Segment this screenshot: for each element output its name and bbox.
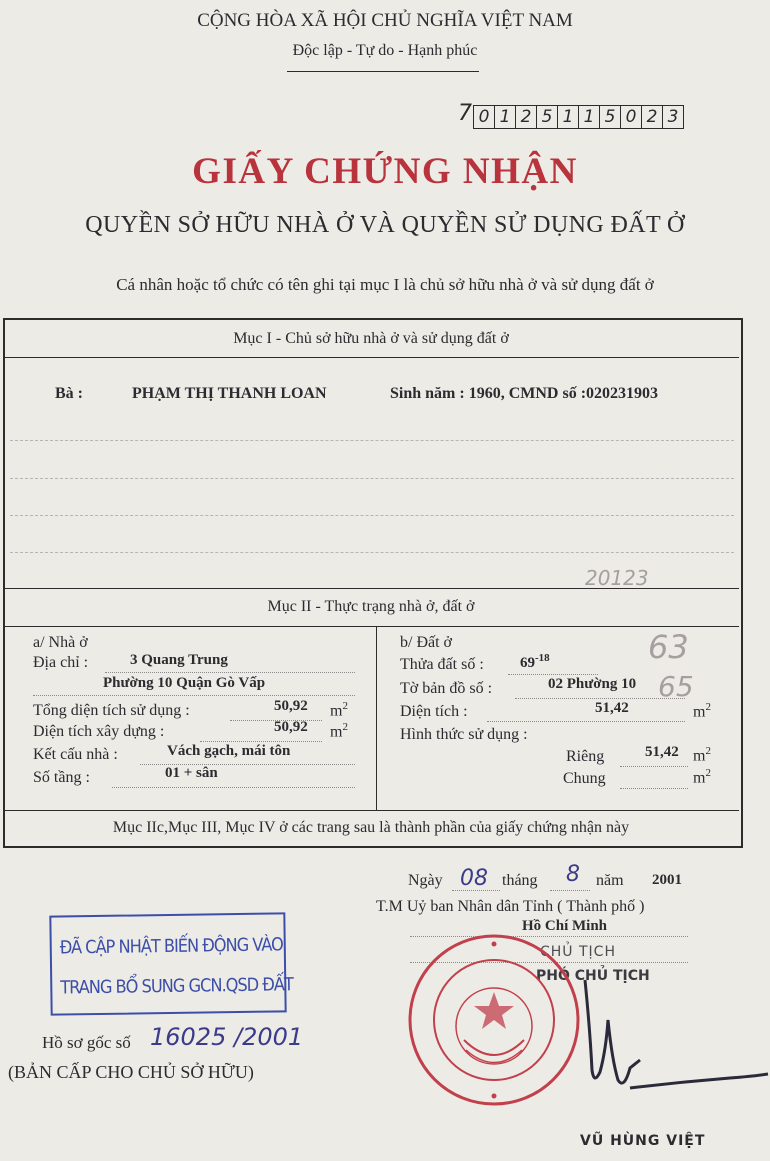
- land-area-unit: $m^2$: [693, 701, 711, 721]
- private-label: Riêng: [566, 748, 605, 765]
- floors-value: 01 + sân: [165, 765, 218, 781]
- section2-divider: [5, 626, 739, 627]
- structure-value: Vách gạch, mái tôn: [167, 743, 291, 759]
- serial-digit: 0: [474, 106, 495, 128]
- parcel-superscript: -18: [535, 652, 550, 664]
- private-area-value: 51,42: [645, 744, 679, 760]
- document-title: GIẤY CHỨNG NHẬN: [192, 151, 578, 192]
- owner-info: Sinh năm : 1960, CMND số :020231903: [390, 385, 659, 402]
- address-line2: Phường 10 Quận Gò Vấp: [103, 675, 266, 691]
- dotted-leader: [112, 787, 355, 788]
- update-stamp: [49, 912, 293, 1015]
- section2-top-divider: [5, 588, 739, 589]
- map-value: 02 Phường 10: [548, 676, 637, 692]
- dotted-leader: [620, 788, 688, 789]
- dotted-leader: [620, 766, 688, 767]
- address-label: Địa chỉ :: [33, 654, 89, 671]
- usage-label: Hình thức sử dụng :: [400, 726, 528, 743]
- map-pencil-note: 65: [658, 670, 694, 703]
- role-chairman: CHỦ TỊCH: [540, 944, 616, 960]
- unit-m: m: [330, 723, 343, 741]
- serial-digit: 1: [495, 106, 516, 128]
- serial-digit: 5: [537, 106, 558, 128]
- parcel-number: 69: [520, 655, 535, 671]
- built-area-value: 50,92: [274, 719, 308, 735]
- total-area-value: 50,92: [274, 698, 308, 714]
- floors-label: Số tầng :: [33, 769, 90, 786]
- section1-heading: Mục I - Chủ sở hữu nhà ở và sử dụng đất ở: [233, 330, 509, 347]
- unit-m: m: [693, 747, 706, 765]
- role-vice-chairman: PHÓ CHỦ TỊCH: [536, 968, 650, 984]
- built-area-label: Diện tích xây dựng :: [33, 723, 165, 740]
- owner-name: PHẠM THỊ THANH LOAN: [132, 385, 327, 402]
- archive-label: Hồ sơ gốc số: [42, 1033, 131, 1052]
- update-stamp-line1: ĐÃ CẬP NHẬT BIẾN ĐỘNG VÀO: [59, 934, 283, 959]
- parcel-label: Thửa đất số :: [400, 656, 484, 673]
- country-name: CỘNG HÒA XÃ HỘI CHỦ NGHĨA VIỆT NAM: [197, 10, 573, 31]
- serial-digit: 2: [516, 106, 537, 128]
- blank-line: [10, 552, 734, 553]
- pencil-note: 20123: [585, 566, 649, 590]
- blank-line: [10, 478, 734, 479]
- document-subtitle: QUYỀN SỞ HỮU NHÀ Ở VÀ QUYỀN SỬ DỤNG ĐẤT Ở: [85, 212, 685, 238]
- date-day-label: Ngày: [408, 872, 443, 889]
- parcel-pencil-note: 63: [648, 628, 689, 666]
- serial-number: [473, 105, 684, 129]
- house-label: a/ Nhà ở: [33, 634, 88, 651]
- land-area-value: 51,42: [595, 700, 629, 716]
- dotted-leader: [105, 672, 355, 673]
- authority: T.M Uỷ ban Nhân dân Tỉnh ( Thành phố ): [376, 898, 645, 915]
- unit-m: m: [330, 702, 343, 720]
- serial-digit: 0: [621, 106, 642, 128]
- date-year-label: năm: [596, 872, 624, 889]
- handwritten-signature: [530, 960, 770, 1110]
- structure-label: Kết cấu nhà :: [33, 746, 118, 763]
- authority-city: Hồ Chí Minh: [522, 918, 608, 934]
- serial-digit: 3: [667, 107, 679, 127]
- date-day: 08: [460, 866, 488, 891]
- update-stamp-line2: TRANG BỔ SUNG GCN.QSD ĐẤT: [60, 974, 293, 999]
- built-area-unit: $m^2$: [330, 721, 348, 741]
- total-area-label: Tổng diện tích sử dụng :: [33, 702, 190, 719]
- land-area-label: Diện tích :: [400, 703, 468, 720]
- dotted-leader: [200, 741, 322, 742]
- serial-digit: 5: [600, 106, 621, 128]
- copy-note: (BẢN CẤP CHO CHỦ SỞ HỮU): [8, 1062, 254, 1082]
- address-line1: 3 Quang Trung: [130, 652, 228, 668]
- land-label: b/ Đất ở: [400, 634, 453, 651]
- unit-m: m: [693, 703, 706, 721]
- unit-m: m: [693, 769, 706, 787]
- signer-name: VŨ HÙNG VIỆT: [580, 1133, 706, 1149]
- date-month-label: tháng: [502, 872, 538, 889]
- intro-text: Cá nhân hoặc tổ chức có tên ghi tại mục I là chủ sở hữu nhà ở và sử dụng đất ở: [116, 275, 654, 294]
- table-footer-note: Mục IIc,Mục III, Mục IV ở các trang sau là thành phần của giấy chứng nhận này: [112, 819, 630, 836]
- dotted-leader: [508, 674, 598, 675]
- map-label: Tờ bản đồ số :: [400, 680, 493, 697]
- date-year: 2001: [652, 872, 682, 888]
- section1-divider: [5, 357, 739, 358]
- total-area-unit: $m^2$: [330, 700, 348, 720]
- column-divider: [376, 627, 377, 810]
- motto: Độc lập - Tự do - Hạnh phúc: [292, 42, 478, 59]
- footer-divider: [5, 810, 739, 811]
- serial-digit: 2: [642, 106, 663, 128]
- blank-line: [10, 440, 734, 441]
- blank-line: [10, 515, 734, 516]
- shared-area-unit: $m^2$: [693, 767, 711, 787]
- section2-heading: Mục II - Thực trạng nhà ở, đất ở: [267, 598, 475, 615]
- owner-prefix: Bà :: [55, 385, 83, 402]
- dotted-leader: [33, 695, 355, 696]
- dotted-leader: [487, 721, 685, 722]
- date-month: 8: [566, 862, 580, 887]
- shared-label: Chung: [563, 770, 606, 787]
- serial-digit: 1: [579, 106, 600, 128]
- dotted-leader: [550, 890, 590, 891]
- archive-number: 16025 /2001: [150, 1023, 304, 1051]
- parcel-value: [520, 652, 550, 672]
- motto-underline: [287, 71, 479, 72]
- serial-prefix: 7: [458, 101, 472, 126]
- serial-digit: 1: [558, 106, 579, 128]
- private-area-unit: $m^2$: [693, 745, 711, 765]
